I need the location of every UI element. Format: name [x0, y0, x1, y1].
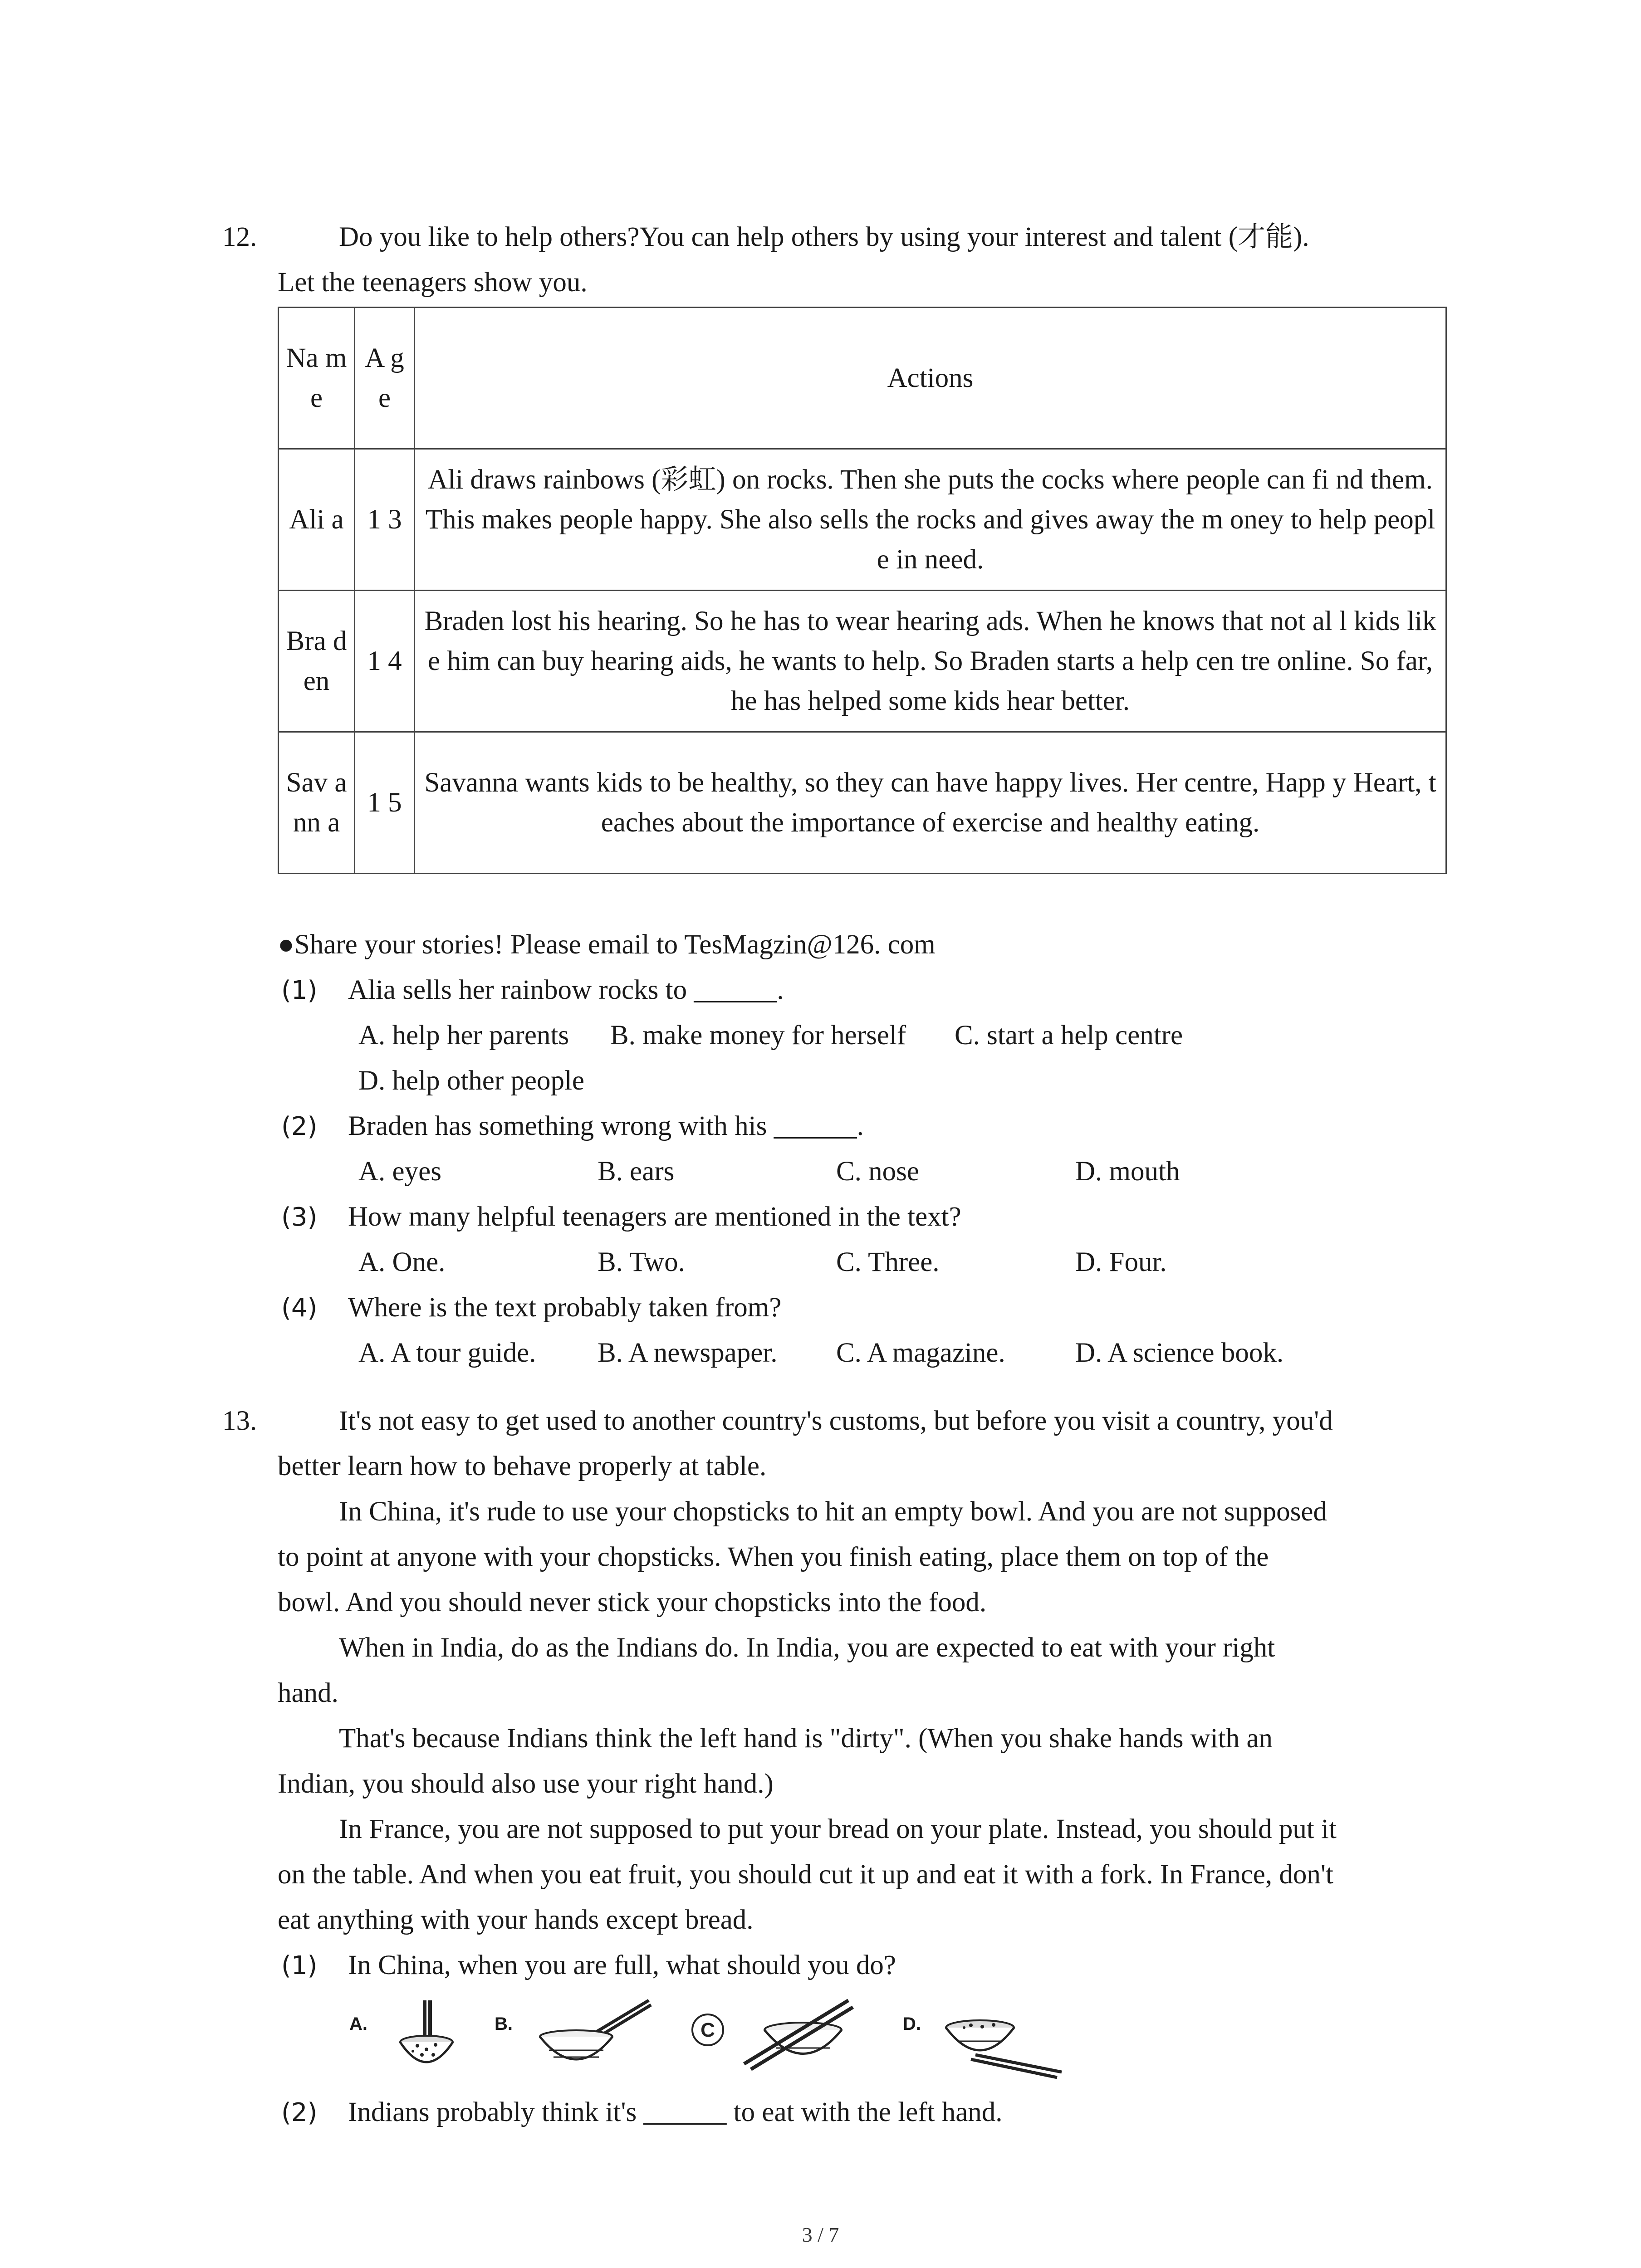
header-actions: Actions [415, 308, 1446, 449]
option-c-picture[interactable] [685, 1987, 876, 2082]
row-actions: Braden lost his hearing. So he has to wear hearing ads. When he knows that not al l kids like him can buy hearing aids, he wants to help. So Braden starts a help cen tre online. So far, he has helped some kids hear better. [415, 591, 1446, 732]
option-label: A. [349, 2014, 367, 2034]
bowl-chopsticks-beside-icon [903, 1991, 1075, 2087]
subquestion-text: Braden has something wrong with his ______. [348, 1111, 864, 1141]
question-12-number: 12. [222, 222, 257, 252]
table-row [279, 591, 1446, 732]
subquestion-number: (2) [281, 2098, 318, 2127]
passage-line: Indian, you should also use your right hand.) [278, 1769, 774, 1799]
passage-line: When in India, do as the Indians do. In India, you are expected to eat with your right [339, 1633, 1275, 1663]
bowl-chopsticks-pointing-icon [495, 1991, 658, 2082]
row-age: 1 3 [355, 449, 415, 591]
row-actions: Savanna wants kids to be healthy, so they can have happy lives. Her centre, Happ y Heart, teaches about the importance of exercise and healthy eating. [415, 732, 1446, 874]
option-b-picture[interactable] [495, 1991, 658, 2082]
question-12-intro-line2: Let the teenagers show you. [278, 267, 588, 298]
passage-line: eat anything with your hands except bread. [278, 1905, 754, 1935]
answer-option[interactable]: B. make money for herself [610, 1020, 906, 1051]
subquestion-number: (4) [281, 1293, 318, 1323]
passage-line: to point at anyone with your chopsticks. When you finish eating, place them on top of the [278, 1542, 1269, 1572]
page-number: 3 / 7 [802, 2223, 839, 2246]
passage-line: It's not easy to get used to another country's customs, but before you visit a country, you'd [339, 1406, 1333, 1436]
subquestion-text: Indians probably think it's ______ to eat with the left hand. [348, 2097, 1003, 2127]
answer-option[interactable]: A. A tour guide. [358, 1338, 536, 1368]
table-header-row [279, 308, 1446, 449]
row-age: 1 4 [355, 591, 415, 732]
option-label: D. [903, 2014, 921, 2034]
option-label: C [700, 2019, 715, 2041]
passage-line: better learn how to behave properly at table. [278, 1451, 767, 1481]
subquestion-number: (2) [281, 1112, 318, 1141]
answer-option[interactable]: D. A science book. [1075, 1338, 1284, 1368]
answer-option[interactable]: C. nose [836, 1156, 919, 1187]
subquestion-number: (1) [281, 1951, 318, 1980]
header-age: A g e [355, 308, 415, 449]
row-name: Ali a [279, 449, 355, 591]
answer-option[interactable]: B. ears [598, 1156, 675, 1187]
answer-option[interactable]: B. Two. [598, 1247, 685, 1277]
bowl-chopsticks-upright-icon [349, 1991, 485, 2082]
table-row [279, 449, 1446, 591]
subquestion-text: Where is the text probably taken from? [348, 1292, 782, 1323]
answer-option[interactable]: A. eyes [358, 1156, 441, 1187]
question-13-number: 13. [222, 1406, 257, 1436]
passage-line: In China, it's rude to use your chopsticks to hit an empty bowl. And you are not supposed [339, 1496, 1327, 1527]
header-name: Na me [279, 308, 355, 449]
subquestion-text: In China, when you are full, what should you do? [348, 1950, 896, 1980]
subquestion-text: Alia sells her rainbow rocks to ______. [348, 975, 784, 1005]
teenagers-table [278, 307, 1447, 874]
row-name: Bra den [279, 591, 355, 732]
row-actions: Ali draws rainbows (彩虹) on rocks. Then she puts the cocks where people can fi nd them. This makes people happy. She also sells the rocks and gives away the m oney to help people in need. [415, 449, 1446, 591]
subquestion-number: (1) [281, 976, 318, 1005]
answer-option[interactable]: A. One. [358, 1247, 446, 1277]
answer-option[interactable]: A. help her parents [358, 1020, 569, 1051]
answer-option[interactable]: D. mouth [1075, 1156, 1180, 1187]
answer-option[interactable]: C. Three. [836, 1247, 940, 1277]
passage-line: That's because Indians think the left hand is "dirty". (When you shake hands with an [339, 1723, 1273, 1754]
row-name: Sav ann a [279, 732, 355, 874]
passage-line: bowl. And you should never stick your chopsticks into the food. [278, 1587, 987, 1618]
table-row [279, 732, 1446, 874]
passage-line: hand. [278, 1678, 338, 1708]
option-label: B. [495, 2014, 513, 2034]
passage-line: on the table. And when you eat fruit, you should cut it up and eat it with a fork. In France, don't [278, 1859, 1333, 1890]
answer-option[interactable]: C. A magazine. [836, 1338, 1005, 1368]
question-12-intro-line1: Do you like to help others?You can help others by using your interest and talent (才能). [339, 222, 1309, 252]
share-stories-note: ●Share your stories! Please email to TesMagzin@126. com [278, 929, 936, 960]
bowl-chopsticks-on-top-icon [685, 1987, 876, 2082]
option-a-picture[interactable] [349, 1991, 485, 2082]
subquestion-number: (3) [281, 1202, 318, 1232]
answer-option[interactable]: C. start a help centre [955, 1020, 1183, 1051]
answer-option[interactable]: D. help other people [358, 1066, 585, 1096]
passage-line: In France, you are not supposed to put your bread on your plate. Instead, you should put it [339, 1814, 1337, 1844]
answer-option[interactable]: B. A newspaper. [598, 1338, 778, 1368]
row-age: 1 5 [355, 732, 415, 874]
option-d-picture[interactable] [903, 1991, 1075, 2087]
subquestion-text: How many helpful teenagers are mentioned in the text? [348, 1202, 961, 1232]
answer-option[interactable]: D. Four. [1075, 1247, 1167, 1277]
